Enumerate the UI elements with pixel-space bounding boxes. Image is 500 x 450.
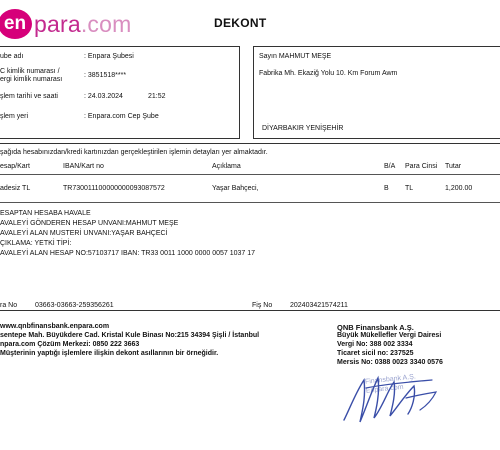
logo-wordmark: para.com [34,10,132,37]
bank-stamp: Finansbank A.Ş. Enpara.com [364,373,417,395]
table-header-divider [0,174,500,175]
cell-ba: B [384,185,389,192]
footer-tax-office: Büyük Mükellefler Vergi Dairesi [337,332,442,339]
recipient-name: Sayın MAHMUT MEŞE [259,53,332,60]
branch-label-place: şlem yeri [0,113,29,120]
cell-iban: TR730011100000000093087572 [63,185,165,192]
branch-label-date: şlem tarihi ve saati [0,93,58,100]
detail-line: ESAPTAN HESABA HAVALE [0,210,91,217]
logo-badge: en [0,9,32,39]
document-title: DEKONT [214,16,267,30]
footer-note: Müşterinin yaptığı işlemlere ilişkin dekont asıllarının bir örneğidir. [0,350,219,357]
recipient-city: DİYARBAKIR YENİŞEHİR [262,125,344,132]
fis-label: Fiş No [252,302,273,309]
branch-value-date: : 24.03.2024 [84,93,123,100]
branch-value-time: 21:52 [148,93,166,100]
col-header-account: esap/Kart [0,163,30,170]
reference-value: 03663-03663-259356261 [35,302,114,309]
footer-address: sentepe Mah. Büyükdere Cad. Kristal Kule Binası No:215 34394 Şişli / İstanbul [0,332,260,339]
cell-account: adesiz TL [0,185,31,192]
branch-label-tckn: C kimlik numarası / ergi kimlik numarası [0,68,63,84]
footer-mersis: Mersis No: 0388 0023 3340 0576 [337,359,443,366]
branch-value-name: : Enpara Şubesi [84,53,134,60]
col-header-ba: B/A [384,163,396,170]
branch-label-name: ube adı [0,53,24,60]
detail-line: ÇIKLAMA: YETKİ TİPİ: [0,240,72,247]
branch-value-tckn: : 3851518**** [84,72,127,79]
footer-support: npara.com Çözüm Merkezi: 0850 222 3663 [0,341,140,348]
footer-tax-no: Vergi No: 388 002 3334 [337,341,413,348]
col-header-currency: Para Cinsi [405,163,438,170]
enpara-logo [0,8,132,40]
footer-trade-reg: Ticaret sicil no: 237525 [337,350,414,357]
footer-bank-name: QNB Finansbank A.Ş. [337,323,414,332]
detail-line: AVALEYİ GÖNDEREN HESAP UNVANI:MAHMUT MEŞE [0,220,179,227]
col-header-description: Açıklama [212,163,241,170]
cell-currency: TL [405,185,414,192]
detail-line: AVALEYİ ALAN HESAP NO:57103717 IBAN: TR33 0011 1000 0000 0057 1037 17 [0,250,256,257]
footer-website: www.qnbfinansbank.enpara.com [0,323,110,330]
recipient-address: Fabrika Mh. Ekaziğ Yolu 10. Km Forum Awm [259,70,398,77]
col-header-iban: IBAN/Kart no [63,163,104,170]
table-row-divider [0,202,500,203]
reference-label: ra No [0,302,18,309]
detail-line: AVALEYİ ALAN MUSTERİ UNVANI:YAŞAR BAHÇECİ [0,230,168,237]
cell-description: Yaşar Bahçeci, [212,185,259,192]
col-header-amount: Tutar [445,163,462,170]
branch-value-place: : Enpara.com Cep Şube [84,113,159,120]
intro-text: şağıda hesabınızdan/kredi kartınızdan gerçekleştirilen işlemin detayları yer almaktadır. [0,149,268,156]
signature-image [336,368,446,428]
fis-value: 202403421574211 [290,302,348,309]
cell-amount: 1,200.00 [445,185,473,192]
